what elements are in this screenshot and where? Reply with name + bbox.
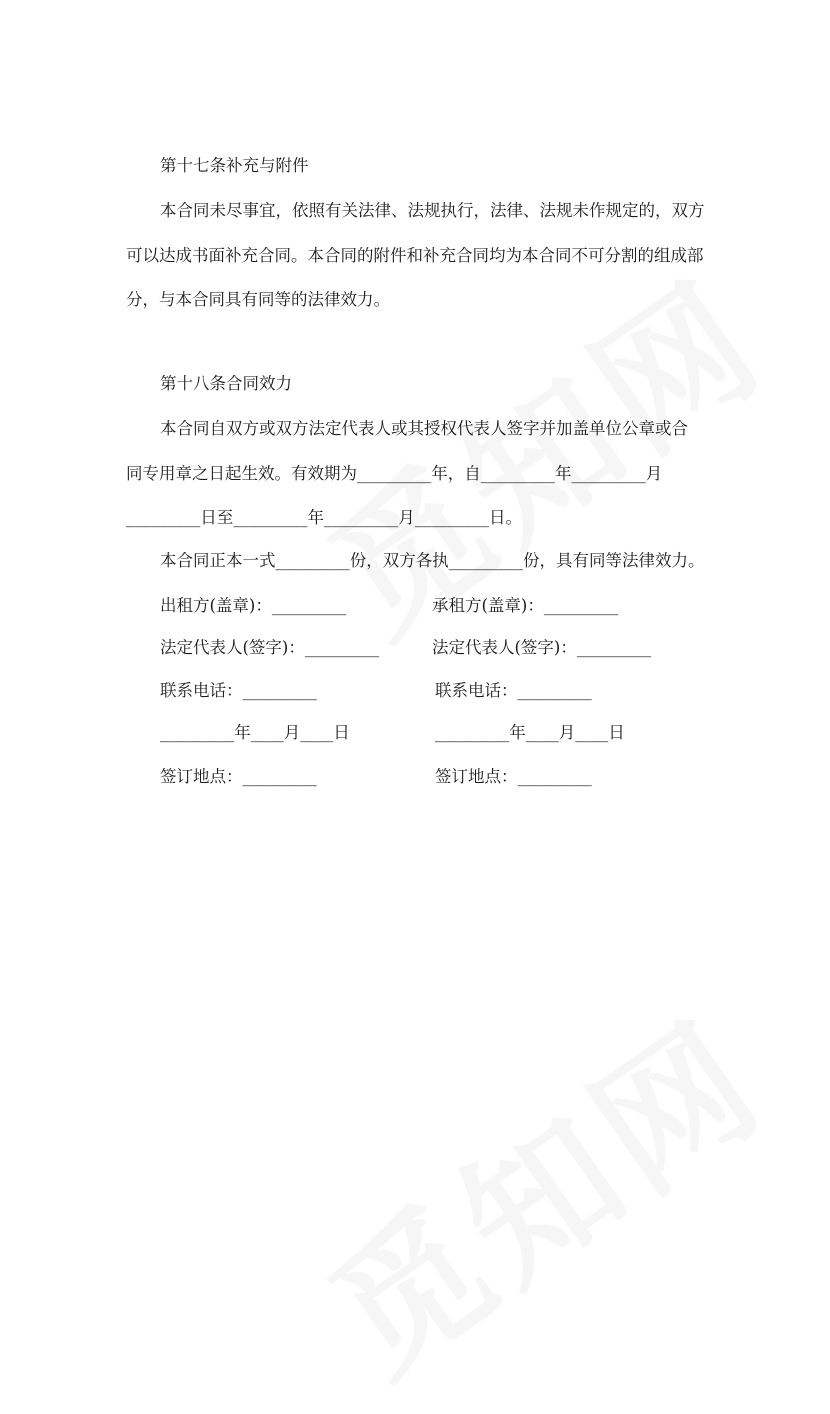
lessee-representative: 法定代表人(签字)：_________ xyxy=(432,638,652,657)
article-18-heading: 第十八条合同效力 xyxy=(160,374,292,393)
article-17-line-2: 可以达成书面补充合同。本合同的附件和补充合同均为本合同不可分割的组成部 xyxy=(126,246,704,265)
article-17-heading: 第十七条补充与附件 xyxy=(160,156,309,175)
article-17-line-1: 本合同未尽事宜，依照有关法律、法规执行，法律、法规未作规定的，双方 xyxy=(160,201,705,220)
lessor-phone: 联系电话：_________ xyxy=(160,681,317,700)
article-18-line-1: 本合同自双方或双方法定代表人或其授权代表人签字并加盖单位公章或合 xyxy=(160,419,688,438)
article-18-line-2: 同专用章之日起生效。有效期为_________年，自_________年_________月 xyxy=(126,464,663,483)
lessor-representative: 法定代表人(签字)：_________ xyxy=(160,638,380,657)
lessor-seal: 出租方(盖章)：_________ xyxy=(160,596,347,615)
lessor-signing-place: 签订地点：_________ xyxy=(160,767,317,786)
article-18-copies: 本合同正本一式_________份，双方各执_________份，具有同等法律效力。 xyxy=(160,551,705,570)
lessee-phone: 联系电话：_________ xyxy=(435,681,592,700)
lessee-seal: 承租方(盖章)：_________ xyxy=(432,596,619,615)
lessee-date: _________年____月____日 xyxy=(435,723,625,742)
watermark-2 xyxy=(281,962,798,1414)
lessor-date: _________年____月____日 xyxy=(160,723,350,742)
article-17-line-3: 分，与本合同具有同等的法律效力。 xyxy=(126,290,390,309)
article-18-line-3: _________日至_________年_________月_________日。 xyxy=(126,508,522,527)
lessee-signing-place: 签订地点：_________ xyxy=(435,767,592,786)
